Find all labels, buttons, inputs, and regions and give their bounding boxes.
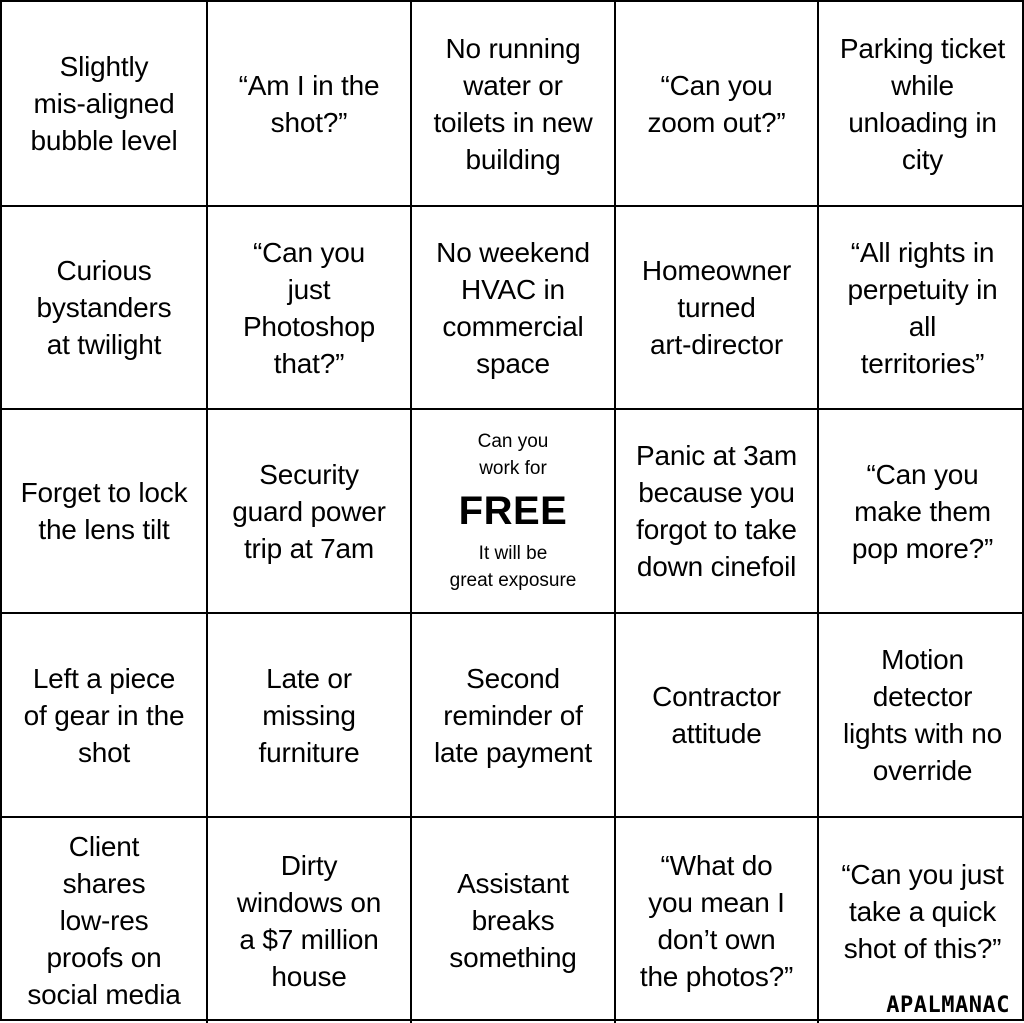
bingo-cell-r1c2 (208, 2, 412, 207)
bingo-cell-r2c4 (616, 207, 819, 410)
cell-text: Security guard power trip at 7am (232, 458, 386, 564)
bingo-cell-r4c4 (616, 614, 819, 818)
cell-text: No running water or toilets in new building (433, 32, 593, 175)
bingo-cell-r4c1 (2, 614, 208, 818)
free-space-top-text: Can you work for (477, 431, 549, 479)
bingo-free-space (412, 410, 616, 614)
bingo-cell-r1c3 (412, 2, 616, 207)
bingo-cell-r2c3 (412, 207, 616, 410)
cell-text: “Can you just Photoshop that?” (242, 236, 376, 379)
bingo-cell-r5c3 (412, 818, 616, 1023)
cell-text: Client shares low-res proofs on social media (27, 831, 181, 1010)
bingo-cell-r1c1 (2, 2, 208, 207)
cell-text: “Can you zoom out?” (647, 69, 786, 138)
bingo-cell-r4c3 (412, 614, 616, 818)
bingo-cell-r1c5 (819, 2, 1024, 207)
bingo-cell-r3c2 (208, 410, 412, 614)
cell-text: Parking ticket while unloading in city (839, 32, 1006, 175)
cell-text: Slightly mis-aligned bubble level (30, 51, 178, 156)
bingo-cell-r5c5 (819, 818, 1024, 1023)
cell-text: Motion detector lights with no override (842, 644, 1003, 786)
cell-text: Assistant breaks something (449, 868, 577, 973)
free-space-headline: FREE (458, 489, 568, 533)
cell-text: “Can you make them pop more?” (851, 458, 994, 564)
cell-text: Panic at 3am because you forgot to take down cinefoil (635, 440, 798, 582)
brand-logo-text: APALMANAC (886, 993, 1010, 1018)
cell-text: Curious bystanders at twilight (36, 255, 172, 360)
cell-text: Contractor attitude (652, 681, 781, 749)
bingo-cell-r2c5 (819, 207, 1024, 410)
bingo-cell-r2c1 (2, 207, 208, 410)
bingo-cell-r4c2 (208, 614, 412, 818)
cell-text: Left a piece of gear in the shot (23, 662, 185, 768)
bingo-cell-r4c5 (819, 614, 1024, 818)
cell-text: “Am I in the shot?” (238, 69, 380, 138)
cell-text: “Can you just take a quick shot of this?” (841, 859, 1004, 964)
bingo-cell-r3c5 (819, 410, 1024, 614)
cell-text: Dirty windows on a $7 million house (236, 849, 382, 992)
cell-text: “What do you mean I don’t own the photos?” (639, 849, 794, 992)
cell-text: Late or missing furniture (258, 662, 360, 768)
cell-text: Second reminder of late payment (434, 662, 592, 768)
cell-text: “All rights in perpetuity in all territories” (847, 236, 998, 379)
cell-text: Forget to lock the lens tilt (20, 477, 188, 545)
bingo-cell-r5c4 (616, 818, 819, 1023)
cell-text: Homeowner turned art-director (641, 255, 792, 360)
bingo-cell-r5c2 (208, 818, 412, 1023)
bingo-cell-r1c4 (616, 2, 819, 207)
bingo-cell-r3c1 (2, 410, 208, 614)
bingo-cell-r5c1 (2, 818, 208, 1023)
free-space-bottom-text: It will be great exposure (449, 543, 577, 591)
bingo-cell-r3c4 (616, 410, 819, 614)
cell-text: No weekend HVAC in commercial space (436, 236, 590, 379)
bingo-cell-r2c2 (208, 207, 412, 410)
